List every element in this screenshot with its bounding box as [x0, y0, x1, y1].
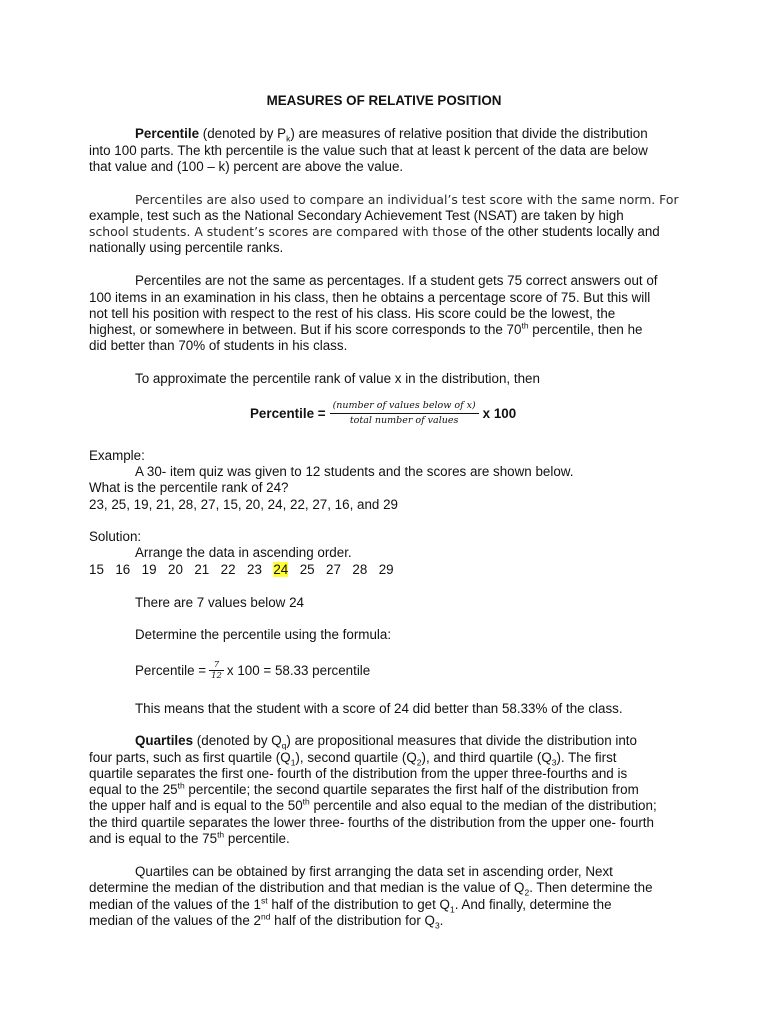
- solution-line-3: There are 7 values below 24: [135, 595, 304, 610]
- solution-line-1: Arrange the data in ascending order.: [135, 545, 352, 560]
- para2-line-1: Percentiles are also used to compare an individual’s test score with the same norm. For: [135, 192, 679, 207]
- para3-line-3: not tell his position with respect to the rest of his class. His score could be the lowest, the: [89, 306, 616, 321]
- formula-denominator: total number of values: [349, 415, 459, 426]
- quartiles2-line-2: determine the median of the distribution and that median is the value of $Q_2$. Then determine the: [89, 880, 653, 898]
- quartiles-term: Quartiles: [135, 733, 194, 748]
- quartiles2-line-4: median of the values of the 2nd half of the distribution for $Q_3$.: [89, 911, 444, 931]
- solution-conclusion: This means that the student with a score of 24 did better than 58.33% of the class.: [135, 701, 623, 716]
- percentile-def-line-1: Percentile (denoted by $P_k$) are measures of relative position that divide the distribution: [135, 126, 648, 144]
- quartiles-line-6: the third quartile separates the lower three- fourths of the distribution from the upper one- fourth: [89, 815, 654, 830]
- solution-label: Solution:: [89, 529, 142, 544]
- para3-line-4: highest, or somewhere in between. But if his score corresponds to the 70th percentile, then he: [89, 320, 643, 337]
- example-data: 23, 25, 19, 21, 28, 27, 15, 20, 24, 22, 27, 16, and 29: [89, 497, 398, 512]
- highlighted-value: 24: [273, 562, 289, 577]
- quartiles2-line-1: Quartiles can be obtained by first arranging the data set in ascending order, Next: [135, 864, 613, 879]
- approx-line: To approximate the percentile rank of value x in the distribution, then: [135, 371, 540, 386]
- para2-line-2: example, test such as the National Secondary Achievement Test (NSAT) are taken by high: [89, 208, 624, 223]
- quartiles-line-2: four parts, such as first quartile $(Q_1)$, second quartile $(Q_2)$, and third quartile $(Q_3)$. The first: [89, 750, 617, 768]
- quartiles-line-5: the upper half and is equal to the 50th percentile and also equal to the median of the distribution;: [89, 796, 657, 813]
- quartiles2-line-3: median of the values of the 1st half of the distribution to get $Q_1$. And finally, determine the: [89, 895, 612, 915]
- para2-line-4: nationally using percentile ranks.: [89, 240, 284, 255]
- percentile-formula: [250, 400, 516, 427]
- example-label: Example:: [89, 448, 145, 463]
- formula-fraction: [330, 400, 479, 427]
- para3-line-1: Percentiles are not the same as percentages. If a student gets 75 correct answers out of: [135, 273, 658, 288]
- para3-line-2: 100 items in an examination in his class, then he obtains a percentage score of 75. But this will: [89, 290, 651, 305]
- percentile-def-line-3: that value and (100 – k) percent are above the value.: [89, 159, 404, 174]
- quartiles-line-4: equal to the 25th percentile; the second quartile separates the first half of the distribution from: [89, 780, 639, 797]
- formula-numerator: (number of values below of x): [330, 400, 479, 414]
- para2-line-3: school students. A student’s scores are compared with those of the other students locally and: [89, 224, 660, 239]
- formula-label: Percentile =: [250, 406, 326, 421]
- para3-line-5: did better than 70% of students in his class.: [89, 338, 348, 353]
- sorted-data: 15 16 19 20 21 22 23 24 25 27 28 29: [89, 562, 394, 577]
- percentile-calculation: Percentile = $\frac{7}{12}$ x 100 = 58.33 percentile: [135, 660, 371, 681]
- example-line-2: What is the percentile rank of 24?: [89, 480, 289, 495]
- quartiles-line-3: quartile separates the first one- fourth of the distribution from the upper three-fourths and is: [89, 766, 628, 781]
- quartiles-line-7: and is equal to the 75th percentile.: [89, 829, 290, 846]
- formula-times: x 100: [482, 406, 517, 421]
- page-title: MEASURES OF RELATIVE POSITION: [266, 93, 502, 108]
- calc-fraction: $\frac{7}{12}$: [211, 660, 222, 681]
- solution-line-4: Determine the percentile using the formula:: [135, 627, 392, 642]
- percentile-term: Percentile: [135, 126, 200, 141]
- percentile-def-line-2: into 100 parts. The kth percentile is the value such that at least k percent of the data are below: [89, 143, 648, 158]
- quartiles-line-1: Quartiles (denoted by $Q_q$) are propositional measures that divide the distribution into: [135, 733, 637, 751]
- example-line-1: A 30- item quiz was given to 12 students and the scores are shown below.: [135, 464, 574, 479]
